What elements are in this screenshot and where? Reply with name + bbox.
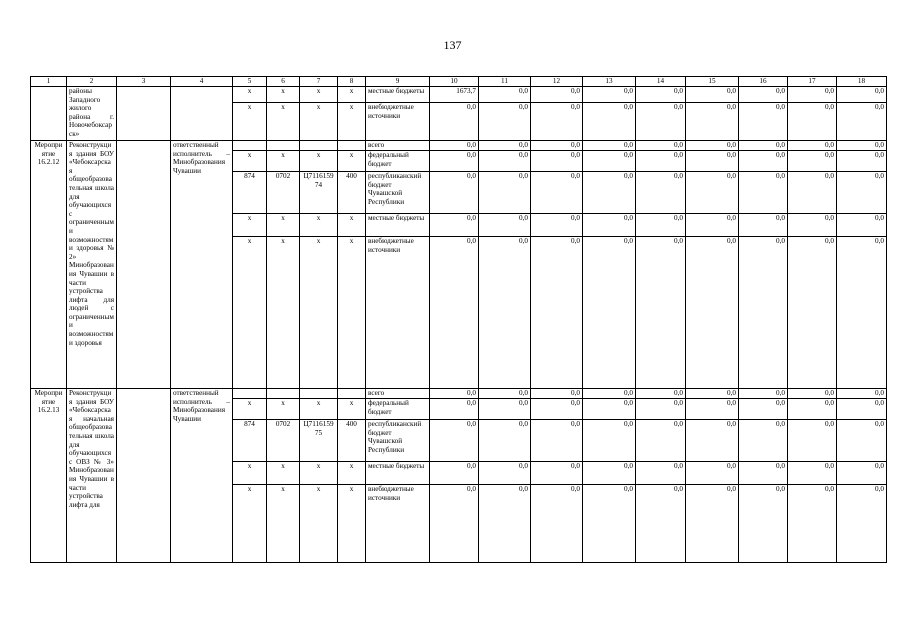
budget-code-c7 [300, 141, 338, 151]
column-header: 11 [479, 77, 531, 87]
funding-value: 0,0 [739, 399, 788, 420]
column-header: 9 [366, 77, 430, 87]
funding-value: 0,0 [837, 214, 887, 237]
budget-code-c8: х [338, 151, 366, 172]
funding-value: 0,0 [479, 103, 531, 141]
budget-table [30, 76, 887, 563]
funding-value: 0,0 [583, 214, 636, 237]
budget-code-c5: х [233, 87, 267, 103]
funding-value: 0,0 [837, 103, 887, 141]
column-3-cell [117, 87, 171, 141]
funding-value: 0,0 [430, 462, 479, 485]
funding-value: 0,0 [479, 214, 531, 237]
funding-value: 0,0 [788, 103, 837, 141]
executor: ответственный исполнитель – Минобразования Чувашии [171, 141, 233, 389]
budget-code-c6: х [267, 87, 300, 103]
budget-code-c6: х [267, 151, 300, 172]
funding-value: 0,0 [583, 389, 636, 399]
budget-code-c7: х [300, 485, 338, 563]
funding-value: 0,0 [583, 87, 636, 103]
column-header: 15 [686, 77, 739, 87]
funding-source: местные бюджеты [366, 462, 430, 485]
measure-label: Мероприятие 16.2.12 [31, 141, 67, 389]
funding-value: 0,0 [531, 151, 583, 172]
measure-name: районы Западного жилого района г. Новочебоксарск» [67, 87, 117, 141]
column-header: 12 [531, 77, 583, 87]
funding-value: 0,0 [686, 462, 739, 485]
funding-value: 0,0 [636, 420, 686, 462]
budget-code-c6: х [267, 399, 300, 420]
measure-name: Реконструкция здания БОУ «Чебоксарская начальная общеобразовательная школа для обучающихся с ОВЗ № 3» Минобразования Чувашии в части устройства лифта для [67, 389, 117, 563]
budget-code-c5 [233, 389, 267, 399]
funding-value: 0,0 [686, 389, 739, 399]
funding-value: 0,0 [686, 172, 739, 214]
funding-value: 0,0 [531, 172, 583, 214]
funding-value: 0,0 [479, 87, 531, 103]
funding-value: 0,0 [430, 399, 479, 420]
column-header: 6 [267, 77, 300, 87]
funding-value: 0,0 [583, 103, 636, 141]
funding-value: 0,0 [686, 237, 739, 389]
funding-value: 0,0 [788, 151, 837, 172]
funding-value: 0,0 [583, 485, 636, 563]
funding-value: 1673,7 [430, 87, 479, 103]
funding-value: 0,0 [531, 389, 583, 399]
funding-value: 0,0 [788, 214, 837, 237]
funding-value: 0,0 [636, 237, 686, 389]
funding-value: 0,0 [837, 389, 887, 399]
funding-value: 0,0 [636, 399, 686, 420]
column-3-cell [117, 389, 171, 563]
funding-value: 0,0 [739, 151, 788, 172]
funding-value: 0,0 [430, 151, 479, 172]
budget-code-c8 [338, 389, 366, 399]
funding-value: 0,0 [636, 103, 686, 141]
table-row [31, 389, 887, 399]
column-3-cell [117, 141, 171, 389]
funding-value: 0,0 [531, 141, 583, 151]
funding-value: 0,0 [686, 103, 739, 141]
column-header: 16 [739, 77, 788, 87]
budget-code-c6: 0702 [267, 172, 300, 214]
funding-value: 0,0 [583, 172, 636, 214]
budget-code-c7: х [300, 151, 338, 172]
funding-value: 0,0 [636, 172, 686, 214]
budget-code-c6 [267, 389, 300, 399]
column-header: 1 [31, 77, 67, 87]
funding-value: 0,0 [686, 141, 739, 151]
funding-value: 0,0 [686, 87, 739, 103]
funding-value: 0,0 [479, 420, 531, 462]
funding-value: 0,0 [479, 399, 531, 420]
budget-code-c8: 400 [338, 172, 366, 214]
funding-value: 0,0 [739, 462, 788, 485]
funding-value: 0,0 [837, 399, 887, 420]
funding-value: 0,0 [739, 420, 788, 462]
funding-value: 0,0 [479, 462, 531, 485]
funding-value: 0,0 [788, 399, 837, 420]
funding-value: 0,0 [430, 214, 479, 237]
funding-source: федеральный бюджет [366, 151, 430, 172]
funding-value: 0,0 [788, 87, 837, 103]
funding-value: 0,0 [636, 141, 686, 151]
funding-value: 0,0 [686, 485, 739, 563]
funding-value: 0,0 [531, 399, 583, 420]
funding-value: 0,0 [686, 420, 739, 462]
funding-value: 0,0 [430, 485, 479, 563]
budget-code-c7: Ц711615975 [300, 420, 338, 462]
budget-code-c5: 874 [233, 172, 267, 214]
funding-value: 0,0 [837, 420, 887, 462]
funding-source: местные бюджеты [366, 214, 430, 237]
funding-value: 0,0 [479, 237, 531, 389]
funding-value: 0,0 [430, 103, 479, 141]
funding-value: 0,0 [788, 462, 837, 485]
budget-code-c5: х [233, 237, 267, 389]
budget-code-c8: х [338, 399, 366, 420]
column-header: 5 [233, 77, 267, 87]
budget-code-c7: х [300, 103, 338, 141]
funding-value: 0,0 [788, 237, 837, 389]
funding-value: 0,0 [636, 87, 686, 103]
column-header: 4 [171, 77, 233, 87]
measure-name: Реконструкция здания БОУ «Чебоксарская общеобразовательная школа для обучающихся с ограниченными возможностями здоровья № 2» Минобразования Чувашии в части устройства лифта для людей с ограниченными возможностями здоровья [67, 141, 117, 389]
funding-value: 0,0 [788, 389, 837, 399]
funding-source: республиканский бюджет Чувашской Республики [366, 420, 430, 462]
funding-value: 0,0 [739, 214, 788, 237]
budget-code-c8: 400 [338, 420, 366, 462]
budget-code-c5: 874 [233, 420, 267, 462]
funding-value: 0,0 [531, 237, 583, 389]
header-row [31, 77, 887, 87]
budget-code-c7: х [300, 462, 338, 485]
budget-code-c5: х [233, 399, 267, 420]
funding-value: 0,0 [739, 172, 788, 214]
budget-code-c7 [300, 389, 338, 399]
column-header: 7 [300, 77, 338, 87]
column-header: 10 [430, 77, 479, 87]
funding-source: всего [366, 389, 430, 399]
funding-source: внебюджетные источники [366, 237, 430, 389]
funding-source: федеральный бюджет [366, 399, 430, 420]
funding-value: 0,0 [837, 141, 887, 151]
funding-source: республиканский бюджет Чувашской Республики [366, 172, 430, 214]
page-number: 137 [443, 38, 462, 52]
funding-value: 0,0 [739, 485, 788, 563]
funding-value: 0,0 [837, 237, 887, 389]
budget-code-c7: х [300, 87, 338, 103]
measure-label-cell [31, 87, 67, 141]
funding-value: 0,0 [636, 485, 686, 563]
budget-code-c8: х [338, 462, 366, 485]
column-header: 8 [338, 77, 366, 87]
funding-value: 0,0 [686, 151, 739, 172]
column-header: 14 [636, 77, 686, 87]
budget-code-c5: х [233, 214, 267, 237]
column-header: 17 [788, 77, 837, 87]
funding-value: 0,0 [531, 462, 583, 485]
funding-value: 0,0 [430, 141, 479, 151]
funding-value: 0,0 [686, 214, 739, 237]
funding-value: 0,0 [531, 103, 583, 141]
funding-value: 0,0 [837, 462, 887, 485]
budget-code-c5: х [233, 462, 267, 485]
column-header: 3 [117, 77, 171, 87]
budget-code-c8: х [338, 485, 366, 563]
budget-code-c6: х [267, 462, 300, 485]
funding-source: внебюджетные источники [366, 485, 430, 563]
budget-code-c8: х [338, 103, 366, 141]
funding-value: 0,0 [837, 485, 887, 563]
funding-value: 0,0 [837, 87, 887, 103]
funding-value: 0,0 [479, 141, 531, 151]
funding-value: 0,0 [788, 420, 837, 462]
funding-value: 0,0 [430, 420, 479, 462]
funding-value: 0,0 [686, 399, 739, 420]
funding-value: 0,0 [636, 389, 686, 399]
funding-value: 0,0 [531, 87, 583, 103]
budget-code-c5 [233, 141, 267, 151]
budget-code-c5: х [233, 103, 267, 141]
funding-value: 0,0 [583, 462, 636, 485]
executor: ответственный исполнитель – Минобразования Чувашии [171, 389, 233, 563]
funding-value: 0,0 [739, 389, 788, 399]
funding-value: 0,0 [583, 399, 636, 420]
funding-source: внебюджетные источники [366, 103, 430, 141]
table-row [31, 87, 887, 103]
funding-value: 0,0 [430, 237, 479, 389]
funding-value: 0,0 [636, 214, 686, 237]
funding-value: 0,0 [583, 141, 636, 151]
budget-code-c8 [338, 141, 366, 151]
funding-value: 0,0 [479, 485, 531, 563]
funding-value: 0,0 [531, 485, 583, 563]
budget-code-c8: х [338, 237, 366, 389]
funding-source: местные бюджеты [366, 87, 430, 103]
budget-code-c8: х [338, 214, 366, 237]
funding-value: 0,0 [583, 420, 636, 462]
funding-value: 0,0 [479, 172, 531, 214]
funding-value: 0,0 [788, 141, 837, 151]
funding-value: 0,0 [430, 389, 479, 399]
budget-code-c7: х [300, 237, 338, 389]
budget-code-c6: х [267, 103, 300, 141]
executor-cell [171, 87, 233, 141]
funding-source: всего [366, 141, 430, 151]
budget-code-c7: х [300, 214, 338, 237]
budget-code-c5: х [233, 151, 267, 172]
budget-code-c6: х [267, 237, 300, 389]
funding-value: 0,0 [531, 420, 583, 462]
funding-value: 0,0 [837, 151, 887, 172]
funding-value: 0,0 [430, 172, 479, 214]
budget-code-c6: х [267, 485, 300, 563]
funding-value: 0,0 [479, 151, 531, 172]
funding-value: 0,0 [479, 389, 531, 399]
funding-value: 0,0 [739, 237, 788, 389]
column-header: 13 [583, 77, 636, 87]
funding-value: 0,0 [788, 485, 837, 563]
budget-code-c6: 0702 [267, 420, 300, 462]
budget-code-c6 [267, 141, 300, 151]
funding-value: 0,0 [837, 172, 887, 214]
funding-value: 0,0 [583, 237, 636, 389]
funding-value: 0,0 [583, 151, 636, 172]
funding-value: 0,0 [739, 103, 788, 141]
funding-value: 0,0 [739, 141, 788, 151]
funding-value: 0,0 [636, 151, 686, 172]
funding-value: 0,0 [531, 214, 583, 237]
budget-code-c7: Ц711615974 [300, 172, 338, 214]
budget-code-c8: х [338, 87, 366, 103]
measure-label: Мероприятие 16.2.13 [31, 389, 67, 563]
budget-code-c7: х [300, 399, 338, 420]
column-header: 2 [67, 77, 117, 87]
column-header: 18 [837, 77, 887, 87]
budget-code-c6: х [267, 214, 300, 237]
funding-value: 0,0 [636, 462, 686, 485]
funding-value: 0,0 [739, 87, 788, 103]
table-row [31, 141, 887, 151]
funding-value: 0,0 [788, 172, 837, 214]
budget-code-c5: х [233, 485, 267, 563]
